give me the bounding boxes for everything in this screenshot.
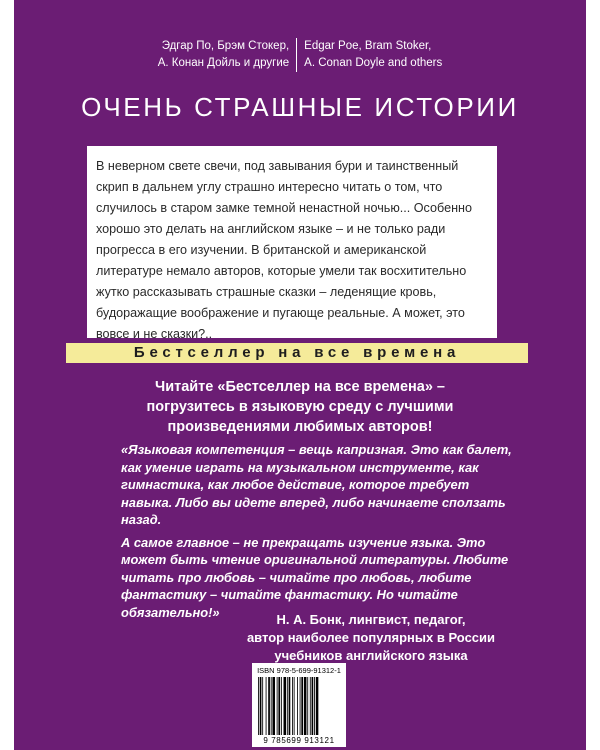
authors-russian [158, 38, 296, 72]
barcode-bar [266, 677, 267, 735]
barcode-bar [301, 677, 303, 735]
barcode-bar [277, 677, 278, 735]
attribution-line-3: учебников английского языка [274, 648, 468, 663]
barcode-bar [316, 677, 319, 735]
isbn-barcode-box [252, 663, 346, 747]
promo-line-1: Читайте «Бестселлер на все времена» – [155, 379, 445, 395]
barcode-bar [281, 677, 282, 735]
authors-english [296, 38, 442, 72]
barcode-bar [304, 677, 307, 735]
series-banner: Бестселлер на все времена [66, 343, 528, 363]
promo-line-3: произведениями любимых авторов! [167, 419, 433, 435]
promo-line-2: погрузитесь в языковую среду с лучшими [146, 399, 454, 415]
barcode-bar [310, 677, 311, 735]
barcode-bar [289, 677, 291, 735]
barcode-bar [258, 677, 259, 735]
authors-en-line-2: A. Conan Doyle and others [304, 57, 443, 69]
authors-ru-line-2: А. Конан Дойль и другие [157, 57, 290, 69]
blurb-box [87, 146, 497, 341]
barcode-bar [271, 677, 272, 735]
attribution-line-2: автор наиболее популярных в России [246, 630, 496, 645]
barcode-bar [272, 677, 275, 735]
barcode-bar [287, 677, 288, 735]
author-credits [0, 38, 600, 72]
barcode-bar [292, 677, 293, 735]
barcode-digits: 9 785699 913121 [263, 736, 335, 745]
authors-ru-line-1: Эдгар По, Брэм Стокер, [161, 40, 290, 52]
barcode-bar [297, 677, 298, 735]
authors-en-line-1: Edgar Poe, Bram Stoker, [304, 40, 432, 52]
barcode-bar [278, 677, 280, 735]
quote-paragraph-1: «Языковая компетенция – вещь капризная. Это как балет, как умение играть на музыкальном инструменте, как гимнастика, как любое действие, которое требует навыка. Либо вы идете вперед, либо начинаете сползать назад. [121, 442, 512, 527]
barcode-bar [312, 677, 314, 735]
barcode-bar [260, 677, 262, 735]
barcode-bar [300, 677, 301, 735]
barcode-bar [294, 677, 295, 735]
quote-paragraph-2: А самое главное – не прекращать изучение языка. Это может быть чтение оригинальной литературы. Любите читать про любовь – читайте про любовь, любите фантастику – читайте фантастику. Но читайте обязательно!» [121, 534, 509, 620]
barcode-bar [262, 677, 263, 735]
promo-text [0, 377, 600, 437]
barcode-bar [284, 677, 287, 735]
barcode-bar [307, 677, 308, 735]
barcode-graphic [257, 677, 341, 735]
barcode-bar [314, 677, 315, 735]
book-title: ОЧЕНЬ СТРАШНЫЕ ИСТОРИИ [81, 92, 519, 122]
barcode-bar [268, 677, 270, 735]
blurb-text: В неверном свете свечи, под завывания бури и таинственный скрип в дальнем углу страшно интересно читать о том, что случилось в старом замке темной ненастной ночью... Особенно хорошо это делать на английском языке – и не только ради прогресса в его изучении. В британской и американской литературе немало авторов, которые умели так восхитительно жутко рассказывать страшные сказки – леденящие кровь, будоражащие воображение и пугающе реальные. А может, это вовсе и не сказки?.. [96, 159, 472, 341]
isbn-label: ISBN 978-5-699-91312-1 [257, 666, 341, 675]
quote-attribution [230, 611, 512, 665]
attribution-line-1: Н. А. Бонк, лингвист, педагог, [276, 612, 466, 627]
quote-block [121, 441, 513, 626]
